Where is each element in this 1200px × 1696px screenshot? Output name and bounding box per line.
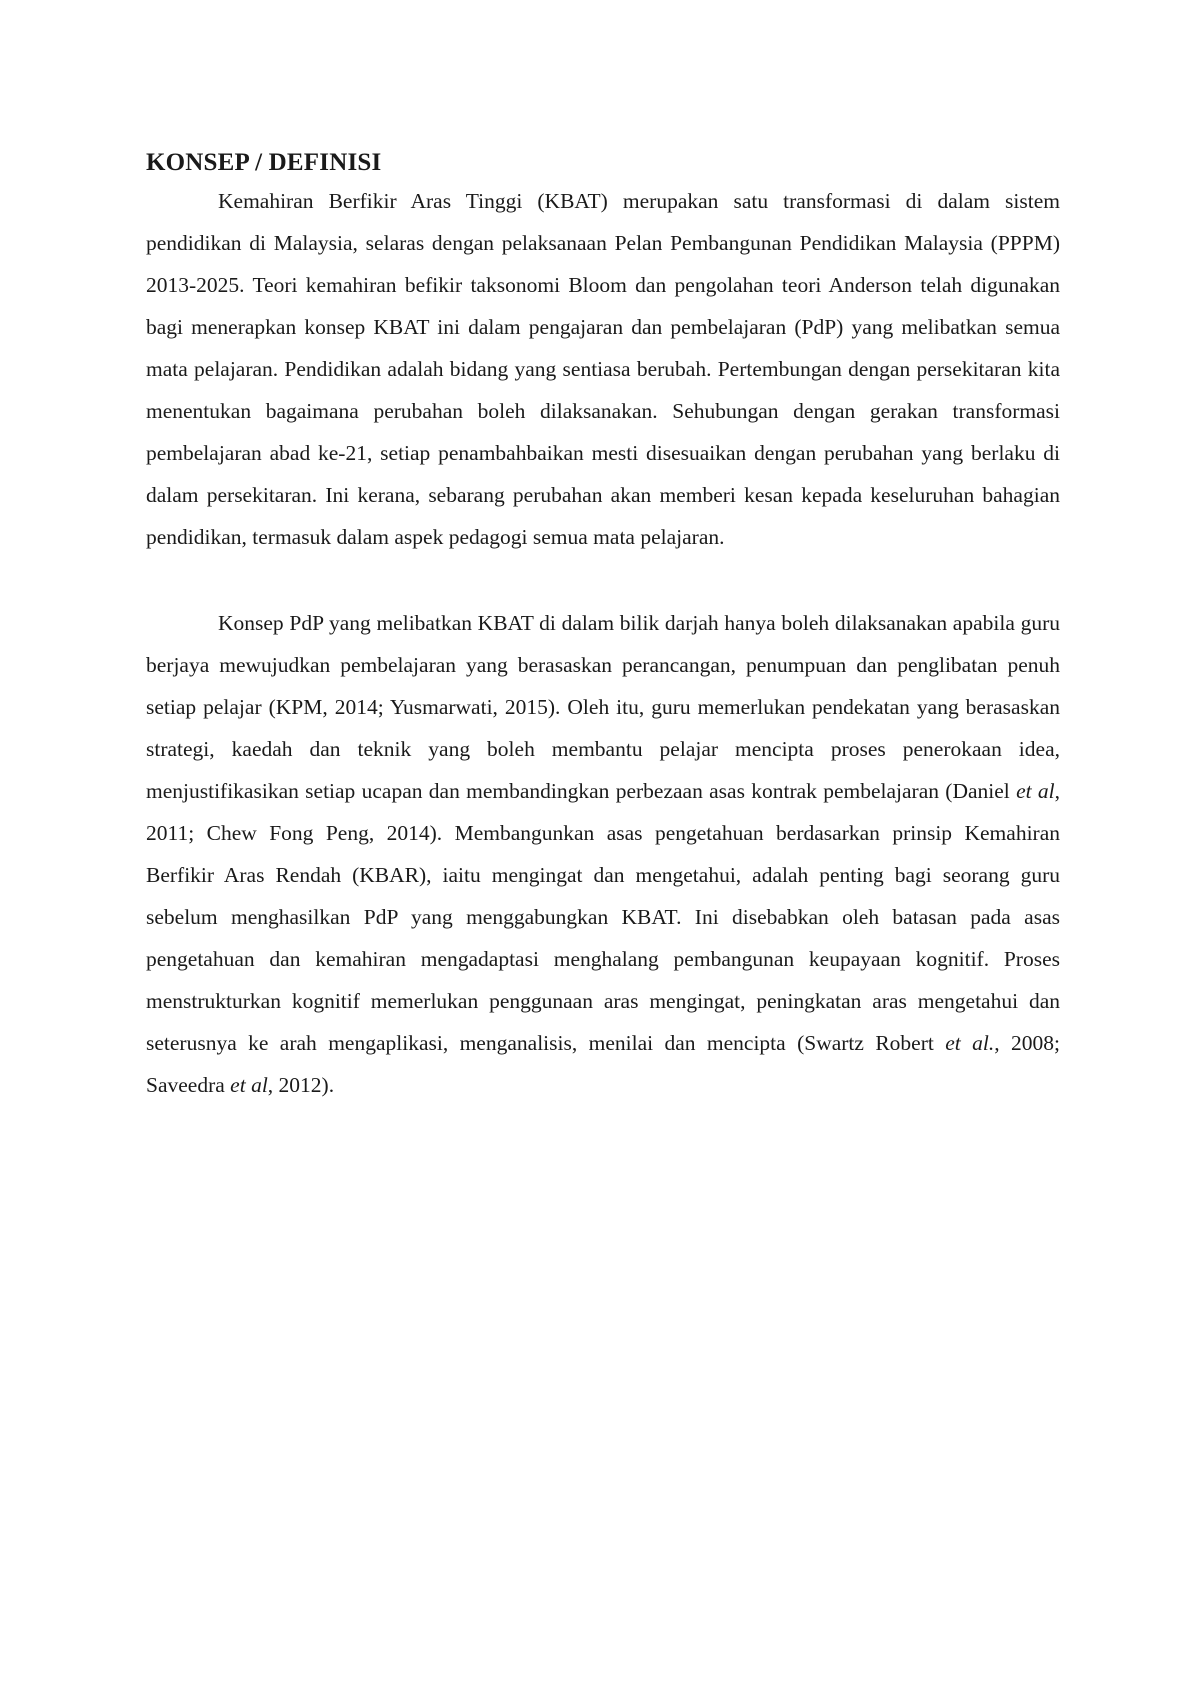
paragraph-2-text-2: , 2011; Chew Fong Peng, 2014). Membangunkan asas pengetahuan berdasarkan prinsip Kemahiran Berfikir Aras Rendah (KBAR), iaitu mengingat dan mengetahui, adalah penting bagi seorang guru sebelum menghasilkan PdP yang menggabungkan KBAT. Ini disebabkan oleh batasan pada asas pengetahuan dan kemahiran mengadaptasi menghalang pembangunan keupayaan kognitif. Proses menstrukturkan kognitif memerlukan penggunaan aras mengingat, peningkatan aras mengetahui dan seterusnya ke arah mengaplikasi, menganalisis, menilai dan mencipta (Swartz Robert <box>146 779 1060 1055</box>
paragraph-2-text-1: Konsep PdP yang melibatkan KBAT di dalam bilik darjah hanya boleh dilaksanakan apabila guru berjaya mewujudkan pembelajaran yang berasaskan perancangan, penumpuan dan penglibatan penuh setiap pelajar (KPM, 2014; Yusmarwati, 2015). Oleh itu, guru memerlukan pendekatan yang berasaskan strategi, kaedah dan teknik yang boleh membantu pelajar mencipta proses penerokaan idea, menjustifikasikan setiap ucapan dan membandingkan perbezaan asas kontrak pembelajaran (Daniel <box>146 611 1060 803</box>
paragraph-2-text-4: , 2012). <box>267 1073 335 1097</box>
citation-et-al-3: et al <box>230 1073 268 1097</box>
citation-et-al-1: et al <box>1016 779 1055 803</box>
document-body <box>146 146 1060 1106</box>
section-heading: KONSEP / DEFINISI <box>146 149 382 176</box>
paragraph-2-text-3: , 2008; Saveedra <box>146 1031 1060 1097</box>
paragraph-2 <box>146 602 1060 1106</box>
paragraph-1: Kemahiran Berfikir Aras Tinggi (KBAT) merupakan satu transformasi di dalam sistem pendidikan di Malaysia, selaras dengan pelaksanaan Pelan Pembangunan Pendidikan Malaysia (PPPM) 2013-2025. Teori kemahiran befikir taksonomi Bloom dan pengolahan teori Anderson telah digunakan bagi menerapkan konsep KBAT ini dalam pengajaran dan pembelajaran (PdP) yang melibatkan semua mata pelajaran. Pendidikan adalah bidang yang sentiasa berubah. Pertembungan dengan persekitaran kita menentukan bagaimana perubahan boleh dilaksanakan. Sehubungan dengan gerakan transformasi pembelajaran abad ke-21, setiap penambahbaikan mesti disesuaikan dengan perubahan yang berlaku di dalam persekitaran. Ini kerana, sebarang perubahan akan memberi kesan kepada keseluruhan bahagian pendidikan, termasuk dalam aspek pedagogi semua mata pelajaran. <box>146 189 1060 549</box>
citation-et-al-2: et al. <box>945 1031 995 1055</box>
